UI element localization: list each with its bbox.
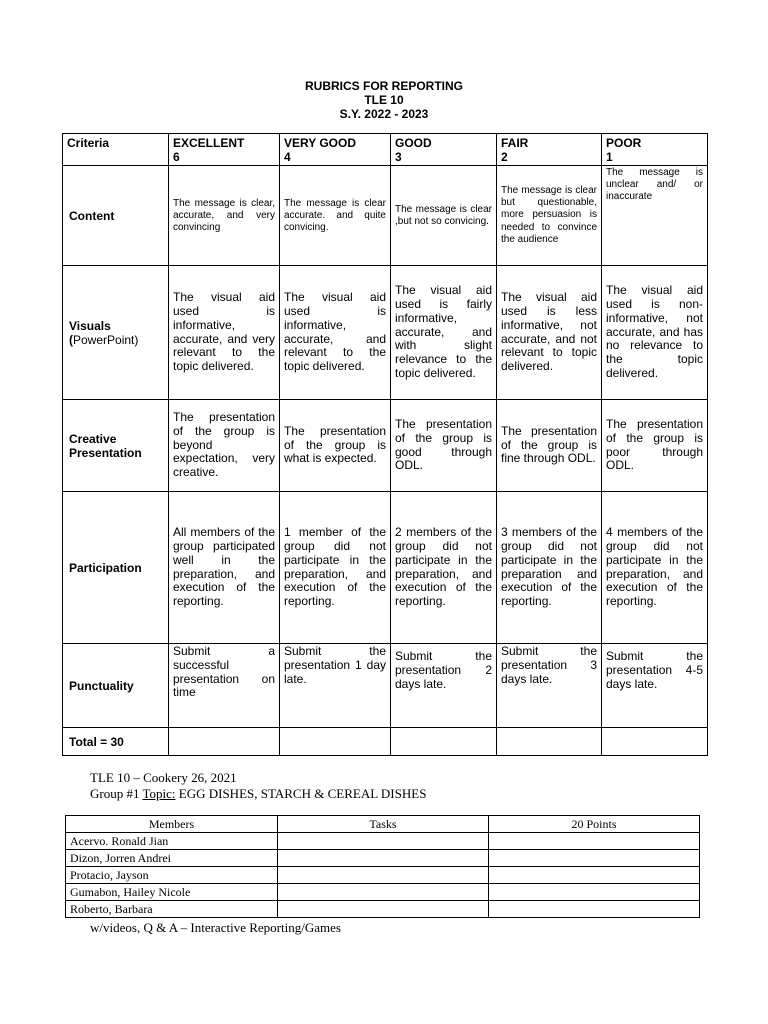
rubric-cell: The visual aid used is informative, accurate, and relevant to the topic delivered.	[280, 266, 391, 400]
rubric-cell: The visual aid used is less informative, not accurate, and not relevant to topic delivered.	[497, 266, 602, 400]
rubric-cell: The visual aid used is fairly informative, accurate, and with slight relevance to the topic delivered.	[391, 266, 497, 400]
member-name: Gumabon, Hailey Nicole	[66, 884, 278, 901]
document-title: RUBRICS FOR REPORTING	[304, 79, 463, 93]
points-cell	[489, 901, 700, 918]
level-points: 2	[501, 150, 508, 164]
table-row	[66, 901, 700, 918]
rubric-cell: 4 members of the group did not participate in the preparation, and execution of the reporting.	[602, 492, 708, 644]
members-header-row	[66, 816, 700, 833]
rubric-row-visuals	[63, 266, 708, 400]
rubric-cell: Submit a successful presentation on time	[169, 644, 280, 728]
school-year-heading: S.Y. 2022 - 2023	[339, 107, 429, 121]
rubric-cell: Submit the presentation 2 days late.	[391, 644, 497, 728]
rubric-total-row	[63, 728, 708, 756]
criterion-label: Visuals	[69, 318, 111, 333]
rubric-cell: All members of the group participated well in the preparation, and execution of the reporting.	[169, 492, 280, 644]
table-row	[66, 850, 700, 867]
rubric-cell: Submit the presentation 4-5 days late.	[602, 644, 708, 728]
criterion-participation: Participation	[63, 492, 169, 644]
table-row	[66, 833, 700, 850]
rubric-header-row	[63, 134, 708, 166]
rubric-cell: The presentation of the group is beyond expectation, very creative.	[169, 400, 280, 492]
points-header: 20 Points	[489, 816, 700, 833]
points-cell	[489, 884, 700, 901]
member-name: Roberto, Barbara	[66, 901, 278, 918]
rubric-cell: The presentation of the group is good through ODL.	[391, 400, 497, 492]
subject-heading: TLE 10	[364, 93, 404, 107]
rubric-cell: 3 members of the group did not participate in the preparation and execution of the reporting.	[497, 492, 602, 644]
rubric-cell: The message is unclear and/ or inaccurate	[602, 166, 708, 266]
rubric-row-punctuality	[63, 644, 708, 728]
criterion-visuals	[63, 266, 169, 400]
footer-note: w/videos, Q & A – Interactive Reporting/Games	[90, 920, 341, 935]
level-name: POOR	[606, 136, 642, 150]
rubric-cell: The message is clear, accurate, and very convincing	[169, 166, 280, 266]
rubric-row-participation	[63, 492, 708, 644]
level-points: 3	[395, 150, 402, 164]
rubric-cell: The presentation of the group is poor through ODL.	[602, 400, 708, 492]
criterion-punctuality: Punctuality	[63, 644, 169, 728]
level-name: VERY GOOD	[284, 136, 357, 150]
rubric-cell: 2 members of the group did not participate in the preparation, and execution of the reporting.	[391, 492, 497, 644]
total-label: Total = 30	[63, 728, 169, 756]
rubric-cell: The presentation of the group is fine through ODL.	[497, 400, 602, 492]
rubric-table	[62, 133, 708, 756]
total-cell	[391, 728, 497, 756]
rubric-cell: Submit the presentation 1 day late.	[280, 644, 391, 728]
rubric-cell: The message is clear ,but not so convicing.	[391, 166, 497, 266]
member-name: Acervo. Ronald Jian	[66, 833, 278, 850]
task-cell	[278, 901, 489, 918]
level-points: 6	[173, 150, 180, 164]
members-header: Members	[66, 816, 278, 833]
rubric-cell: 1 member of the group did not participate in the preparation, and execution of the reporting.	[280, 492, 391, 644]
level-points: 1	[606, 150, 613, 164]
group-label: Group #1	[90, 786, 143, 801]
points-cell	[489, 833, 700, 850]
level-header-good	[391, 134, 497, 166]
level-name: EXCELLENT	[173, 136, 245, 150]
task-cell	[278, 884, 489, 901]
level-name: FAIR	[501, 136, 529, 150]
criterion-paren: (	[69, 332, 73, 347]
rubric-cell: The visual aid used is non-informative, not accurate, and has no relevance to the topic delivered.	[602, 266, 708, 400]
members-table	[65, 815, 700, 918]
criteria-label: Criteria	[67, 136, 110, 150]
level-header-very-good	[280, 134, 391, 166]
criteria-header	[63, 134, 169, 166]
task-cell	[278, 833, 489, 850]
task-cell	[278, 867, 489, 884]
member-name: Dizon, Jorren Andrei	[66, 850, 278, 867]
topic-value: EGG DISHES, STARCH & CEREAL DISHES	[175, 786, 427, 801]
rubric-cell: The visual aid used is informative, accurate, and very relevant to the topic delivered.	[169, 266, 280, 400]
rubric-cell: Submit the presentation 3 days late.	[497, 644, 602, 728]
criterion-creative-presentation: Creative Presentation	[63, 400, 169, 492]
topic-label: Topic:	[142, 786, 176, 801]
level-name: GOOD	[395, 136, 432, 150]
level-header-poor	[602, 134, 708, 166]
total-cell	[280, 728, 391, 756]
course-date-line: TLE 10 – Cookery 26, 2021	[90, 770, 237, 785]
group-topic-line	[90, 786, 426, 802]
total-cell	[497, 728, 602, 756]
level-points: 4	[284, 150, 291, 164]
rubric-cell: The presentation of the group is what is expected.	[280, 400, 391, 492]
criterion-content: Content	[63, 166, 169, 266]
tasks-header: Tasks	[278, 816, 489, 833]
rubric-row-creative-presentation	[63, 400, 708, 492]
task-cell	[278, 850, 489, 867]
rubric-row-content	[63, 166, 708, 266]
rubric-cell: The message is clear accurate. and quite convicing.	[280, 166, 391, 266]
level-header-excellent	[169, 134, 280, 166]
member-name: Protacio, Jayson	[66, 867, 278, 884]
table-row	[66, 884, 700, 901]
criterion-note: PowerPoint)	[73, 332, 139, 347]
table-row	[66, 867, 700, 884]
rubric-cell: The message is clear but questionable, more persuasion is needed to convince the audience	[497, 166, 602, 266]
level-header-fair	[497, 134, 602, 166]
total-cell	[169, 728, 280, 756]
points-cell	[489, 850, 700, 867]
total-cell	[602, 728, 708, 756]
points-cell	[489, 867, 700, 884]
